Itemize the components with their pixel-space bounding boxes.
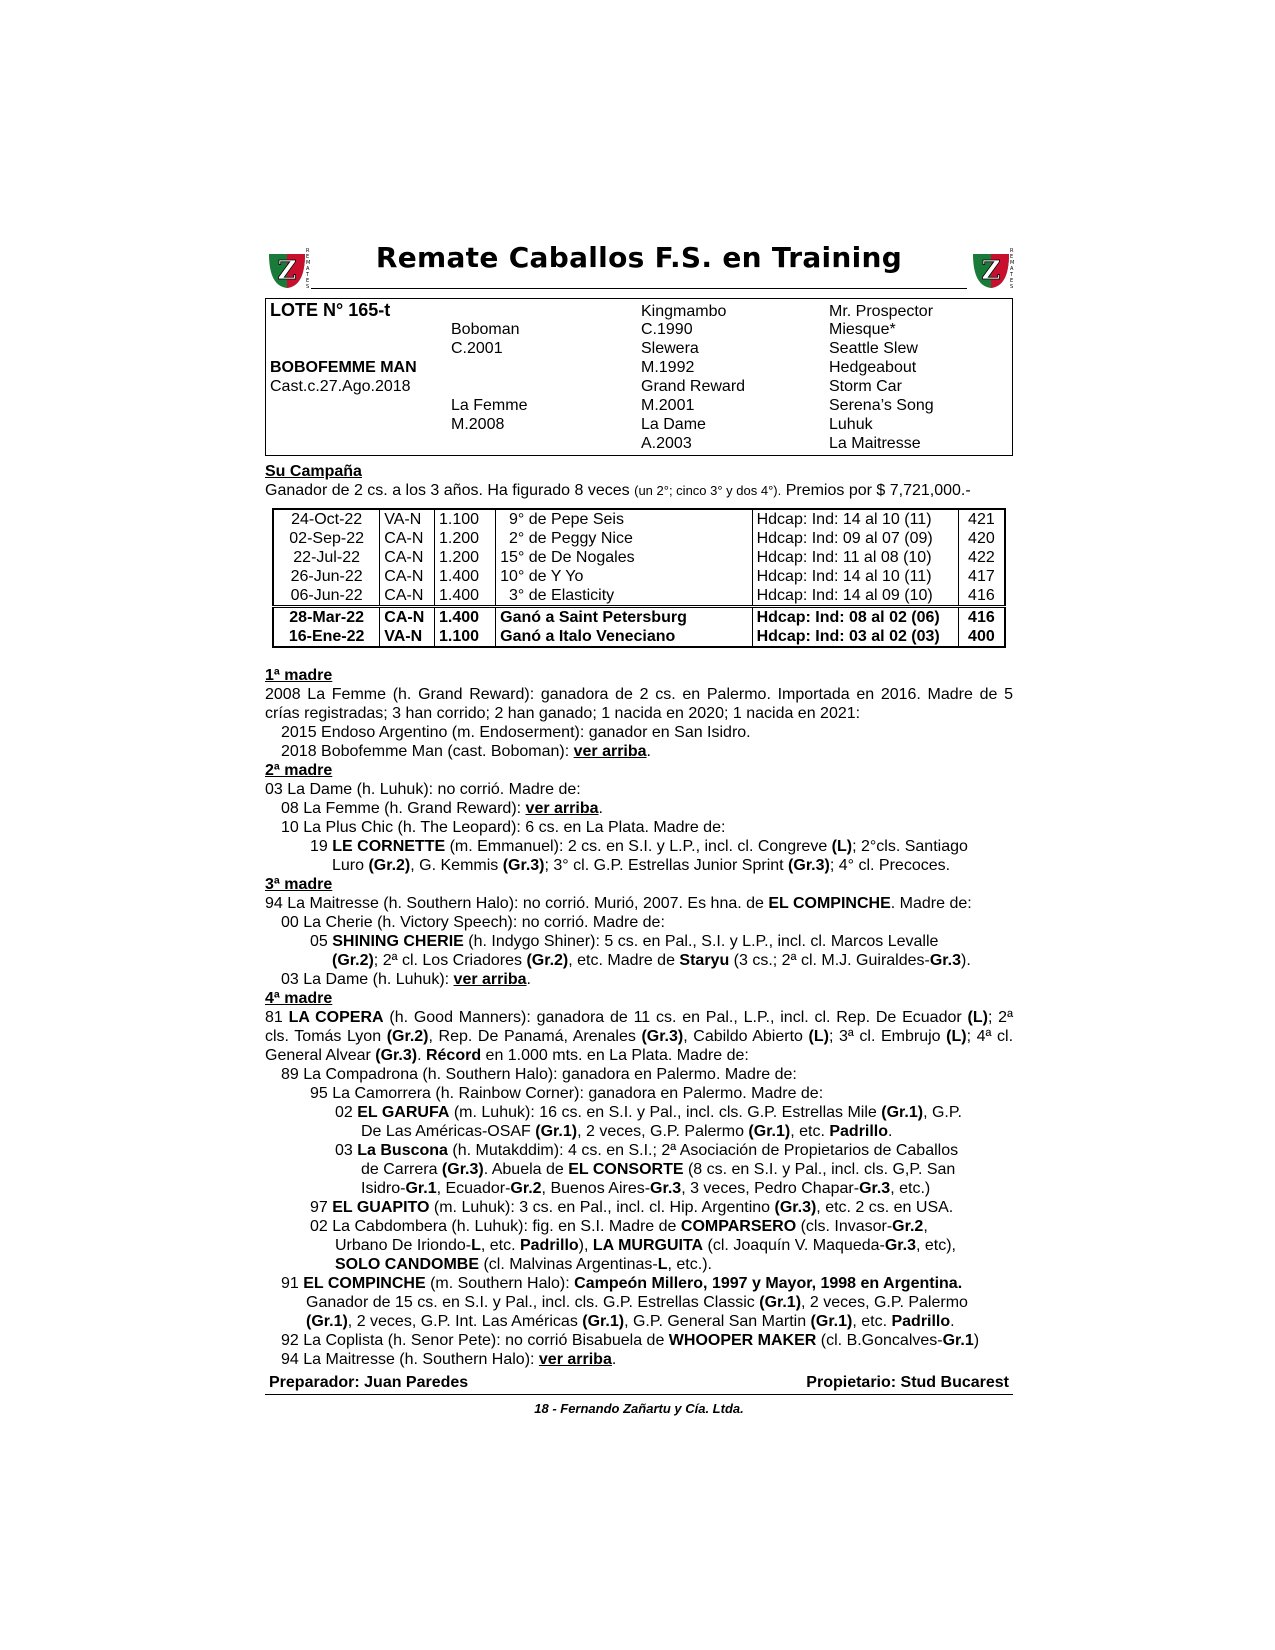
svg-text:T: T	[1010, 272, 1014, 278]
family-line: 2018 Bobofemme Man (cast. Boboman): ver arriba.	[281, 743, 651, 760]
race-track: VA-N	[380, 509, 435, 529]
first-dam-title: 1ª madre	[265, 667, 333, 684]
family-line: 03 La Dame (h. Luhuk): no corrió. Madre de:	[265, 781, 581, 798]
family-line: 10 La Plus Chic (h. The Leopard): 6 cs. en La Plata. Madre de:	[281, 819, 726, 836]
race-track: CA-N	[380, 607, 435, 628]
campaign-title: Su Campaña	[265, 463, 362, 480]
family-line: 19 LE CORNETTE (m. Emmanuel): 2 cs. en S.I. y L.P., incl. cl. Congreve (L); 2°cls. Santiago Luro (Gr.2), G. Kemmis (Gr.3); 3° cl. G.P. Estrellas Junior Sprint (Gr.3); 4° cl. Precoces.	[310, 838, 968, 874]
family-line: 81 LA COPERA (h. Good Manners): ganadora de 11 cs. en Pal., L.P., incl. cl. Rep. De Ecuador (L); 2ª cls. Tomás Lyon (Gr.2), Rep. De Panamá, Arenales (Gr.3), Cabildo Abierto (L); 3ª cl. Embrujo (L); 4ª cl. General Alvear (Gr.3). Récord en 1.000 mts. en La Plata. Madre de:	[265, 1009, 1014, 1064]
sire-year: C.2001	[451, 340, 503, 357]
grandsire-2-year: M.1992	[641, 359, 695, 376]
race-num: 400	[958, 627, 1005, 647]
race-num: 421	[958, 509, 1005, 529]
race-date: 16-Ene-22	[273, 627, 380, 647]
family-line: 92 La Coplista (h. Senor Pete): no corrió Bisabuela de WHOOPER MAKER (cl. B.Goncalves-Gr.1)	[281, 1332, 980, 1349]
sire: Boboman	[451, 321, 520, 338]
family-line: 02 EL GARUFA (m. Luhuk): 16 cs. en S.I. y Pal., incl. cls. G.P. Estrellas Mile (Gr.1), G.P. De Las Américas-OSAF (Gr.1), 2 veces, G.P. Palermo (Gr.1), etc. Padrillo.	[335, 1104, 962, 1140]
family-line: 05 SHINING CHERIE (h. Indygo Shiner): 5 cs. en Pal., S.I. y L.P., incl. cl. Marcos Levalle (Gr.2); 2ª cl. Los Criadores (Gr.2), etc. Madre de Staryu (3 cs.; 2ª cl. M.J. Guiraldes-Gr.3).	[310, 933, 971, 969]
great-grandparent: Mr. Prospector	[829, 303, 934, 320]
race-place: Ganó a Saint Petersburg	[496, 607, 752, 628]
svg-text:M: M	[306, 260, 311, 266]
catalog-page	[265, 240, 1013, 1418]
race-track: CA-N	[380, 586, 435, 607]
svg-text:S: S	[306, 284, 310, 290]
race-num: 416	[958, 607, 1005, 628]
svg-text:E: E	[306, 254, 310, 260]
svg-text:E: E	[1010, 278, 1014, 284]
race-dist: 1.400	[434, 567, 495, 586]
race-hdcap: Hdcap: Ind: 11 al 08 (10)	[752, 548, 958, 567]
svg-text:S: S	[1010, 284, 1014, 290]
race-row	[273, 567, 1005, 586]
fourth-dam-title: 4ª madre	[265, 990, 333, 1007]
grandsire-1-year: C.1990	[641, 321, 693, 338]
race-date: 28-Mar-22	[273, 607, 380, 628]
race-num: 420	[958, 529, 1005, 548]
svg-text:T: T	[306, 272, 310, 278]
page-title: Remate Caballos F.S. en Training	[375, 241, 903, 274]
grandsire-1: Kingmambo	[641, 303, 727, 320]
grandsire-4: La Dame	[641, 416, 706, 433]
race-place: 10° de Y Yo	[496, 567, 752, 586]
family-line: 97 EL GUAPITO (m. Luhuk): 3 cs. en Pal., incl. cl. Hip. Argentino (Gr.3), etc. 2 cs. en USA.	[310, 1199, 954, 1216]
race-row	[273, 529, 1005, 548]
race-place: Ganó a Italo Veneciano	[496, 627, 752, 647]
great-grandparent: Seattle Slew	[829, 340, 918, 357]
page-footer: 18 - Fernando Zañartu y Cía. Ltda.	[534, 1401, 744, 1416]
race-date: 24-Oct-22	[273, 509, 380, 529]
second-dam-title: 2ª madre	[265, 762, 333, 779]
great-grandparent: Serena’s Song	[829, 397, 934, 414]
great-grandparent: Luhuk	[829, 416, 873, 433]
great-grandparent: Miesque*	[829, 321, 896, 338]
race-table	[272, 508, 1006, 648]
third-dam-title: 3ª madre	[265, 876, 333, 893]
grandsire-3: Grand Reward	[641, 378, 746, 395]
win-row	[273, 627, 1005, 647]
race-dist: 1.100	[434, 509, 495, 529]
svg-text:Z: Z	[981, 256, 1001, 286]
race-hdcap: Hdcap: Ind: 03 al 02 (03)	[752, 627, 958, 647]
race-row	[273, 509, 1005, 529]
race-date: 22-Jul-22	[273, 548, 380, 567]
race-num: 417	[958, 567, 1005, 586]
owner: Propietario: Stud Bucarest	[806, 1374, 1009, 1391]
race-num: 422	[958, 548, 1005, 567]
svg-text:R: R	[1010, 248, 1014, 254]
family-line: 94 La Maitresse (h. Southern Halo): ver arriba.	[281, 1351, 617, 1368]
grandsire-2: Slewera	[641, 340, 699, 357]
race-track: CA-N	[380, 567, 435, 586]
race-track: CA-N	[380, 548, 435, 567]
svg-text:A: A	[1010, 266, 1014, 272]
race-row	[273, 548, 1005, 567]
race-date: 06-Jun-22	[273, 586, 380, 607]
great-grandparent: La Maitresse	[829, 435, 921, 452]
race-hdcap: Hdcap: Ind: 08 al 02 (06)	[752, 607, 958, 628]
family-line: 89 La Compadrona (h. Southern Halo): ganadora en Palermo. Madre de:	[281, 1066, 797, 1083]
race-dist: 1.400	[434, 586, 495, 607]
grandsire-4-year: A.2003	[641, 435, 692, 452]
race-place: 2° de Peggy Nice	[496, 529, 752, 548]
race-row	[273, 586, 1005, 607]
horse-description: Cast.c.27.Ago.2018	[270, 378, 411, 395]
family-line: 02 La Cabdombera (h. Luhuk): fig. en S.I. Madre de COMPARSERO (cls. Invasor-Gr.2, Urbano De Iriondo-L, etc. Padrillo), LA MURGUITA (cl. Joaquín V. Maqueda-Gr.3, etc), SOLO CANDOMBE (cl. Malvinas Argentinas-L, etc.).	[310, 1218, 956, 1273]
race-track: VA-N	[380, 627, 435, 647]
trainer: Preparador: Juan Paredes	[269, 1374, 469, 1391]
race-hdcap: Hdcap: Ind: 14 al 09 (10)	[752, 586, 958, 607]
family-line: 00 La Cherie (h. Victory Speech): no corrió. Madre de:	[281, 914, 665, 931]
race-dist: 1.200	[434, 548, 495, 567]
family-line: 2015 Endoso Argentino (m. Endoserment): ganador en San Isidro.	[281, 724, 751, 741]
page-header	[265, 240, 1013, 296]
race-date: 02-Sep-22	[273, 529, 380, 548]
win-row	[273, 607, 1005, 628]
great-grandparent: Hedgeabout	[829, 359, 917, 376]
family-line: 08 La Femme (h. Grand Reward): ver arriba.	[281, 800, 603, 817]
grandsire-3-year: M.2001	[641, 397, 695, 414]
svg-text:A: A	[306, 266, 310, 272]
race-dist: 1.200	[434, 529, 495, 548]
svg-text:Z: Z	[277, 256, 297, 286]
footer-divider	[265, 1394, 1013, 1395]
family-line: 94 La Maitresse (h. Southern Halo): no corrió. Murió, 2007. Es hna. de EL COMPINCHE. Madre de:	[265, 895, 972, 912]
race-place: 9° de Pepe Seis	[496, 509, 752, 529]
family-line: 03 La Buscona (h. Mutakddim): 4 cs. en S.I.; 2ª Asociación de Propietarios de Caballos de Carrera (Gr.3). Abuela de EL CONSORTE (8 cs. en S.I. y Pal., incl. cls. G,P. San Isidro-Gr.1, Ecuador-Gr.2, Buenos Aires-Gr.3, 3 veces, Pedro Chapar-Gr.3, etc.)	[335, 1142, 959, 1197]
race-num: 416	[958, 586, 1005, 607]
great-grandparent: Storm Car	[829, 378, 902, 395]
family-line: 03 La Dame (h. Luhuk): ver arriba.	[281, 971, 531, 988]
dam-year: M.2008	[451, 416, 505, 433]
zanartu-logo-icon	[969, 246, 1013, 290]
race-track: CA-N	[380, 529, 435, 548]
svg-text:R: R	[306, 248, 310, 254]
family-line: 2008 La Femme (h. Grand Reward): ganadora de 2 cs. en Palermo. Importada en 2016. Madre de 5 crías registradas; 3 han corrido; 2 han ganado; 1 nacida en 2020; 1 nacida en 2021:	[265, 686, 1013, 722]
race-dist: 1.100	[434, 627, 495, 647]
race-hdcap: Hdcap: Ind: 14 al 10 (11)	[752, 509, 958, 529]
race-dist: 1.400	[434, 607, 495, 628]
title-underline	[311, 288, 967, 289]
family-line: 91 EL COMPINCHE (m. Southern Halo): Campeón Millero, 1997 y Mayor, 1998 en Argentina. Ganador de 15 cs. en S.I. y Pal., incl. cls. G.P. Estrellas Classic (Gr.1), 2 veces, G.P. Palermo (Gr.1), 2 veces, G.P. Int. Las Américas (Gr.1), G.P. General San Martin (Gr.1), etc. Padrillo.	[281, 1275, 968, 1330]
family-section	[265, 666, 1013, 1369]
pedigree-box	[265, 298, 1013, 456]
svg-text:M: M	[1010, 260, 1015, 266]
race-hdcap: Hdcap: Ind: 09 al 07 (09)	[752, 529, 958, 548]
race-place: 3° de Elasticity	[496, 586, 752, 607]
svg-text:E: E	[306, 278, 310, 284]
footer-row	[265, 1373, 1013, 1392]
lot-number: LOTE N° 165-t	[270, 300, 391, 320]
svg-text:E: E	[1010, 254, 1014, 260]
horse-name: BOBOFEMME MAN	[270, 359, 417, 376]
race-date: 26-Jun-22	[273, 567, 380, 586]
dam: La Femme	[451, 397, 528, 414]
race-hdcap: Hdcap: Ind: 14 al 10 (11)	[752, 567, 958, 586]
race-place: 15° de De Nogales	[496, 548, 752, 567]
campaign-text: Ganador de 2 cs. a los 3 años. Ha figurado 8 veces (un 2°; cinco 3° y dos 4°). Premios por $ 7,721,000.-	[265, 482, 971, 499]
family-line: 95 La Camorrera (h. Rainbow Corner): ganadora en Palermo. Madre de:	[310, 1085, 824, 1102]
